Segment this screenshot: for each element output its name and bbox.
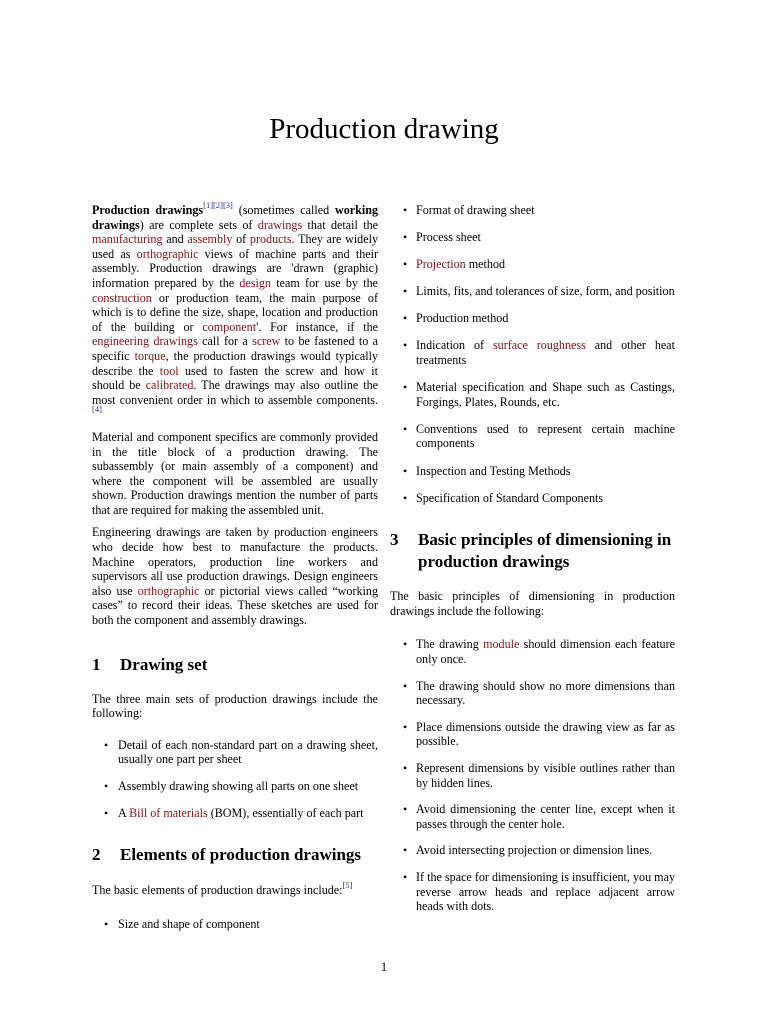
left-column (92, 199, 379, 931)
intro-paragraph-2: Material and component specifics are commonly provided in the title block of a production drawing. The subassembly (or main assembly of a component) and where the component will be assembled are usually shown. Production drawings mention the number of parts that are required for making the assembled unit. (92, 429, 378, 517)
term-production-drawings: Production drawings (92, 203, 204, 217)
link-assembly[interactable]: assembly (187, 232, 233, 247)
list-item: • The drawing should show no more dimensions than necessary. (390, 679, 675, 708)
list-item: • Production method (390, 311, 675, 326)
list-item: • Process sheet (390, 230, 675, 245)
link-design[interactable]: design (239, 275, 271, 290)
right-column (390, 203, 675, 914)
section-3-intro: The basic principles of dimensioning in production drawings include the following: (390, 589, 675, 618)
list-item: • Conventions used to represent certain machine components (390, 422, 675, 451)
text: . The drawings may also outline the most convenient order in which to assemble components. (92, 378, 379, 407)
link-calibrated[interactable]: calibrated (145, 378, 194, 393)
section-2-intro (92, 880, 378, 898)
citation-5[interactable]: [5] (342, 880, 353, 891)
link-orthographic[interactable]: orthographic (136, 246, 199, 261)
section-1-intro: The three main sets of production drawings include the following: (92, 691, 378, 721)
link-bill-of-materials[interactable]: Bill of materials (129, 805, 208, 820)
list-item: • Inspection and Testing Methods (390, 464, 675, 479)
text: The drawing (416, 637, 484, 652)
text: method (465, 257, 506, 272)
text: that detail the (302, 217, 379, 232)
link-engineering-drawings[interactable]: engineering drawings (92, 334, 198, 349)
intro-paragraph-3 (92, 525, 378, 627)
text: and (162, 232, 188, 247)
section-title: Drawing set (120, 654, 208, 674)
text: ) are complete sets of (139, 217, 258, 232)
list-item: • Material specification and Shape such as Castings, Forgings, Plates, Rounds, etc. (390, 380, 675, 409)
text: team for use by the (270, 275, 378, 290)
text: (BOM), essentially of each part (207, 805, 364, 820)
citation-4[interactable]: [4] (92, 404, 102, 415)
text: to be fastened to a specific (92, 334, 378, 363)
citation-1[interactable]: [1] (203, 199, 214, 210)
term-working-drawings: working drawings (92, 203, 378, 232)
citation-2[interactable]: [2] (213, 199, 223, 210)
list-item (390, 338, 675, 367)
list-item: • Specification of Standard Components (390, 491, 675, 506)
list-item (390, 257, 675, 272)
page-title: Production drawing (269, 113, 499, 145)
list-item: • Represent dimensions by visible outlines rather than by hidden lines. (390, 761, 675, 790)
text: used to fasten the screw and how it should be (92, 363, 378, 393)
text: A (118, 805, 130, 820)
text: call for a (197, 334, 253, 349)
text: views of machine parts and their assembly. Production drawings are 'drawn (graphic) information prepared by the (92, 246, 378, 290)
section-number: 2 (92, 845, 101, 865)
section-1-heading (92, 654, 378, 676)
link-torque[interactable]: torque (134, 348, 166, 363)
link-tool[interactable]: tool (159, 363, 179, 378)
section-number: 1 (92, 654, 101, 674)
citation-3[interactable]: [3] (222, 199, 233, 210)
text: should dimension each feature only once. (416, 637, 675, 666)
list-item: • Assembly drawing showing all parts on one sheet (92, 779, 378, 794)
text: , the production drawings would typically describe the (92, 348, 378, 378)
list-item: • Size and shape of component (92, 917, 378, 932)
text: of (232, 232, 250, 247)
list-item (390, 637, 675, 666)
link-manufacturing[interactable]: manufacturing (92, 232, 163, 247)
text: (sometimes called (232, 203, 335, 217)
link-products[interactable]: products (249, 232, 292, 247)
list-item: • Detail of each non-standard part on a drawing sheet, usually one part per sheet (92, 738, 378, 767)
list-item: • Avoid intersecting projection or dimension lines. (390, 843, 675, 858)
link-construction[interactable]: construction (92, 290, 152, 305)
list-item: • Format of drawing sheet (390, 203, 675, 218)
link-module[interactable]: module (483, 637, 520, 652)
section-title: Basic principles of dimensioning in production drawings (418, 530, 672, 572)
link-surface-roughness[interactable]: surface roughness (492, 338, 586, 353)
section-number: 3 (390, 530, 399, 550)
section-2-list-part-2 (390, 203, 675, 505)
list-item: • If the space for dimensioning is insufficient, you may reverse arrow heads and replace adjacent arrow heads with dots. (390, 870, 675, 914)
link-orthographic-2[interactable]: orthographic (137, 583, 200, 598)
page-number: 1 (380, 960, 388, 974)
text: '. For instance, if the (256, 319, 378, 334)
list-item: • Place dimensions outside the drawing view as far as possible. (390, 720, 675, 749)
list-item: • Limits, fits, and tolerances of size, form, and position (390, 284, 675, 299)
text: Engineering drawings are taken by production engineers who decide how best to manufacture the products. Machine operators, production line workers and supervisors all use production drawings. Design engineers also use (92, 525, 378, 598)
text: The basic elements of production drawings include: (92, 883, 343, 898)
text: or pictorial views called “working cases” to record their ideas. These sketches are used for both the component and assembly drawings. (92, 583, 378, 628)
link-drawings[interactable]: drawings (257, 217, 303, 232)
intro-paragraph-1 (92, 199, 379, 422)
section-2-list-part-1 (92, 917, 378, 932)
section-title: Elements of production drawings (120, 845, 362, 865)
list-item (92, 806, 378, 821)
section-2-heading (92, 844, 378, 866)
text: . They are widely used as (92, 232, 379, 261)
section-1-list (92, 738, 378, 820)
link-screw[interactable]: screw (252, 334, 281, 349)
text: Indication of (416, 338, 493, 353)
link-component[interactable]: component (202, 319, 257, 334)
text: or production team, the main purpose of which is to define the size, shape, location and production of the building or (92, 290, 378, 334)
text: and other heat treatments (416, 338, 675, 368)
link-projection[interactable]: Projection (416, 257, 466, 272)
list-item: • Avoid dimensioning the center line, except when it passes through the center hole. (390, 802, 675, 831)
section-3-list (390, 637, 675, 913)
section-3-heading (390, 529, 675, 573)
